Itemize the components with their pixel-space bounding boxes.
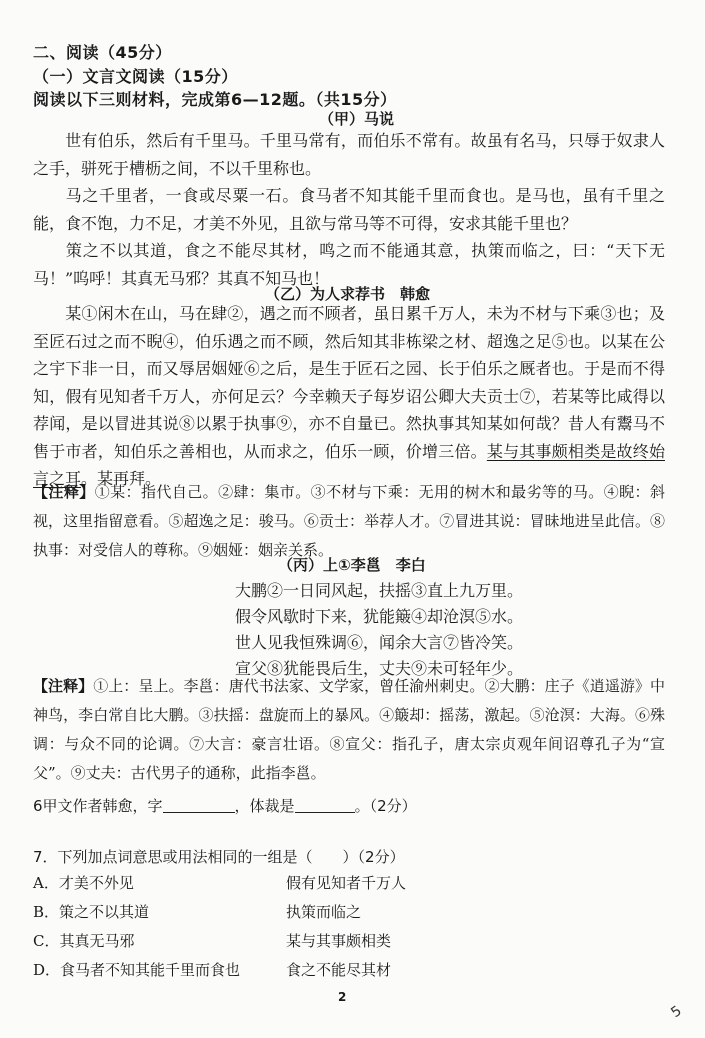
passage-b-notes: 【注释】①某：指代自己。②肆：集市。③不材与下乘：无用的树木和最劣等的马。④睨：斜视，这里指留意看。⑤超逸之足：骏马。⑥贡士：举荐人才。⑦冒进其说：冒昧地进呈此信。⑧执事：对受信人的尊称。⑨姻娅：姻亲关系。 <box>33 483 665 559</box>
subsection-heading: （一）文言文阅读（15分） <box>33 67 238 86</box>
option-a[interactable]: A．才美不外见 <box>33 874 134 892</box>
option-d-pair: 食之不能尽其材 <box>286 961 392 979</box>
passage-a-paragraph-1: 世有伯乐，然后有千里马。千里马常有，而伯乐不常有。故虽有名马，只辱于奴隶人之手，骈死于槽枥之间，不以千里称也。 <box>33 131 665 178</box>
underlined-sentence: 某与其事颇相类是故终始言之耳 <box>33 441 665 488</box>
option-b[interactable]: B．策之不以其道 <box>33 903 150 921</box>
passage-c-notes: 【注释】①上：呈上。李邕：唐代书法家、文学家，曾任渝州刺史。②大鹏：庄子《逍遥游》中神鸟，李白常自比大鹏。③扶摇：盘旋而上的暴风。④簸却：摇荡，激起。⑤沧溟：大海。⑥殊调：与众不同的论调。⑦大言：豪言壮语。⑧宣父：指孔子，唐太宗贞观年间诏尊孔子为“宣父”。⑨丈夫：古代男子的通称，此指李邕。 <box>33 677 665 782</box>
answer-blank-genre[interactable] <box>295 798 355 813</box>
passage-b-paragraph: 某①闲木在山，马在肆②，遇之而不顾者，虽日累千万人，未为不材与下乘③也；及至匠石过之而不睨④，伯乐遇之而不顾，然后知其非栋梁之材、超逸之足⑤也。以某在公之宇下非一日，而又辱居姻娅⑥之后，是生于匠石之园、长于伯乐之厩者也。于是而不得知，假有见知者千万人，亦何足云？今幸赖天子每岁诏公卿大夫贡士⑦，若某等比咸得以荐闻，是以冒进其说⑧以累于执事⑨，亦不自量已。然执事其知某如何哉？昔人有鬻马不售于市者，知伯乐之善相也，从而求之，伯乐一顾，价增三倍。某与其事颇相类是故终始言之耳。某再拜。 <box>33 304 665 488</box>
page-number: 2 <box>338 990 347 1004</box>
question-6: 6甲文作者韩愈，字 ，体裁是 。（2分） <box>33 797 417 815</box>
poem-line-4: 宣父⑧犹能畏后生，丈夫⑨未可轻年少。 <box>235 659 524 678</box>
option-c[interactable]: C．其真无马邪 <box>33 932 135 950</box>
option-c-pair: 某与其事颇相类 <box>286 932 392 950</box>
option-d[interactable]: D．食马者不知其能千里而食也 <box>33 961 241 979</box>
passage-a-title: （甲）马说 <box>319 110 395 128</box>
passage-a-paragraph-3: 策之不以其道，食之不能尽其材，鸣之而不能通其意，执策而临之，曰：“天下无马！”呜呼！其真无马邪？其真不知马也！ <box>33 241 665 288</box>
poem-line-3: 世人见我恒殊调⑥，闻余大言⑦皆冷笑。 <box>235 633 524 652</box>
handwritten-mark: 5 <box>668 1002 685 1022</box>
option-a-pair: 假有见知者千万人 <box>286 874 407 892</box>
section-heading: 二、阅读（45分） <box>33 43 172 62</box>
poem-line-2: 假令风歇时下来，犹能簸④却沧溟⑤水。 <box>235 607 524 626</box>
instruction: 阅读以下三则材料，完成第6—12题。（共15分） <box>33 90 397 109</box>
option-b-pair: 执策而临之 <box>286 903 362 921</box>
question-7-stem: 7．下列加点词意思或用法相同的一组是（ ）（2分） <box>33 848 405 866</box>
poem-line-1: 大鹏②一日同风起，扶摇③直上九万里。 <box>235 581 524 600</box>
answer-blank-zi[interactable] <box>163 798 235 813</box>
passage-b-title: （乙）为人求荐书 韩愈 <box>265 285 431 303</box>
passage-c-title: （丙）上①李邕 李白 <box>278 556 426 574</box>
passage-a-paragraph-2: 马之千里者，一食或尽粟一石。食马者不知其能千里而食也。是马也，虽有千里之能，食不饱，力不足，才美不外见，且欲与常马等不可得，安求其能千里也？ <box>33 186 665 233</box>
